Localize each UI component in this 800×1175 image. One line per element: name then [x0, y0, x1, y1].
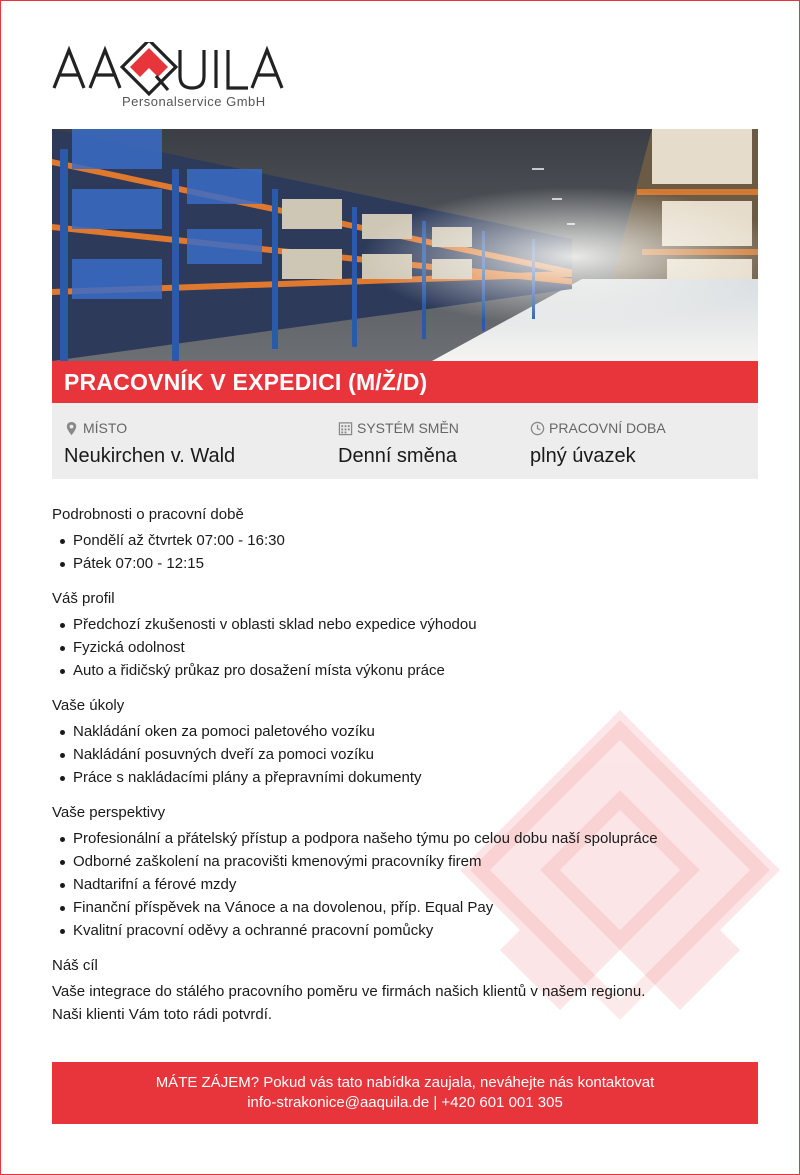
section-working-hours	[52, 503, 752, 575]
goal-text-line-1: Vaše integrace do stálého pracovního poměru ve firmách našich klientů v našem regionu.	[52, 983, 646, 1000]
list-item: Fyzická odolnost	[52, 636, 752, 659]
section-goal	[52, 954, 752, 1026]
fact-shift-value: Denní směna	[338, 445, 457, 467]
warehouse-shelves-image	[52, 129, 758, 361]
list-item: Pátek 07:00 - 12:15	[52, 552, 752, 575]
section-title: Podrobnosti o pracovní době	[52, 506, 244, 523]
job-title-bar	[52, 361, 758, 403]
fact-hours-label: PRACOVNÍ DOBA	[549, 420, 666, 436]
list-item: Nakládání posuvných dveří za pomoci vozíku	[52, 743, 752, 766]
section-title: Vaše úkoly	[52, 697, 125, 714]
bullet-list	[52, 827, 752, 942]
fact-shift-label: SYSTÉM SMĚN	[357, 420, 459, 436]
section-title: Náš cíl	[52, 957, 98, 974]
logo-subtitle: Personalservice GmbH	[122, 94, 266, 109]
job-title: PRACOVNÍK V EXPEDICI (M/Ž/D)	[64, 369, 428, 395]
job-description	[52, 503, 752, 1026]
location-pin-icon	[64, 421, 79, 436]
section-title: Vaše perspektivy	[52, 804, 166, 821]
fact-working-hours	[530, 419, 666, 468]
list-item: Kvalitní pracovní oděvy a ochranné pracovní pomůcky	[52, 919, 752, 942]
list-item: Předchozí zkušenosti v oblasti sklad nebo expedice výhodou	[52, 613, 752, 636]
goal-text-line-2: Naši klienti Vám toto rádi potvrdí.	[52, 1006, 273, 1023]
list-item: Finanční příspěvek na Vánoce a na dovolenou, příp. Equal Pay	[52, 896, 752, 919]
contact-info[interactable]: info-strakonice@aaquila.de | +420 601 001 305	[247, 1094, 563, 1111]
job-facts-panel	[52, 403, 758, 479]
clock-icon	[530, 421, 545, 436]
section-title: Váš profil	[52, 590, 115, 607]
logo-wordmark	[52, 42, 292, 98]
cta-text: MÁTE ZÁJEM? Pokud vás tato nabídka zaujala, neváhejte nás kontaktovat	[155, 1074, 655, 1091]
list-item: Pondělí až čtvrtek 07:00 - 16:30	[52, 529, 752, 552]
bullet-list	[52, 613, 752, 682]
list-item: Práce s nakládacími plány a přepravními dokumenty	[52, 766, 752, 789]
section-perspectives	[52, 801, 752, 942]
section-tasks	[52, 694, 752, 789]
company-logo	[52, 42, 292, 112]
list-item: Nadtarifní a férové mzdy	[52, 873, 752, 896]
list-item: Nakládání oken za pomoci paletového vozíku	[52, 720, 752, 743]
fact-shift-system	[338, 419, 459, 468]
shift-calendar-icon	[338, 421, 353, 436]
bullet-list	[52, 720, 752, 789]
fact-location-value: Neukirchen v. Wald	[64, 445, 236, 467]
fact-hours-value: plný úvazek	[530, 445, 636, 467]
list-item: Profesionální a přátelský přístup a podpora našeho týmu po celou dobu naší spolupráce	[52, 827, 752, 850]
fact-location	[64, 419, 235, 468]
bullet-list	[52, 529, 752, 575]
contact-cta-banner	[52, 1062, 758, 1124]
fact-location-label: MÍSTO	[83, 420, 128, 436]
section-profile	[52, 587, 752, 682]
list-item: Auto a řidičský průkaz pro dosažení místa výkonu práce	[52, 659, 752, 682]
list-item: Odborné zaškolení na pracovišti kmenovými pracovníky firem	[52, 850, 752, 873]
